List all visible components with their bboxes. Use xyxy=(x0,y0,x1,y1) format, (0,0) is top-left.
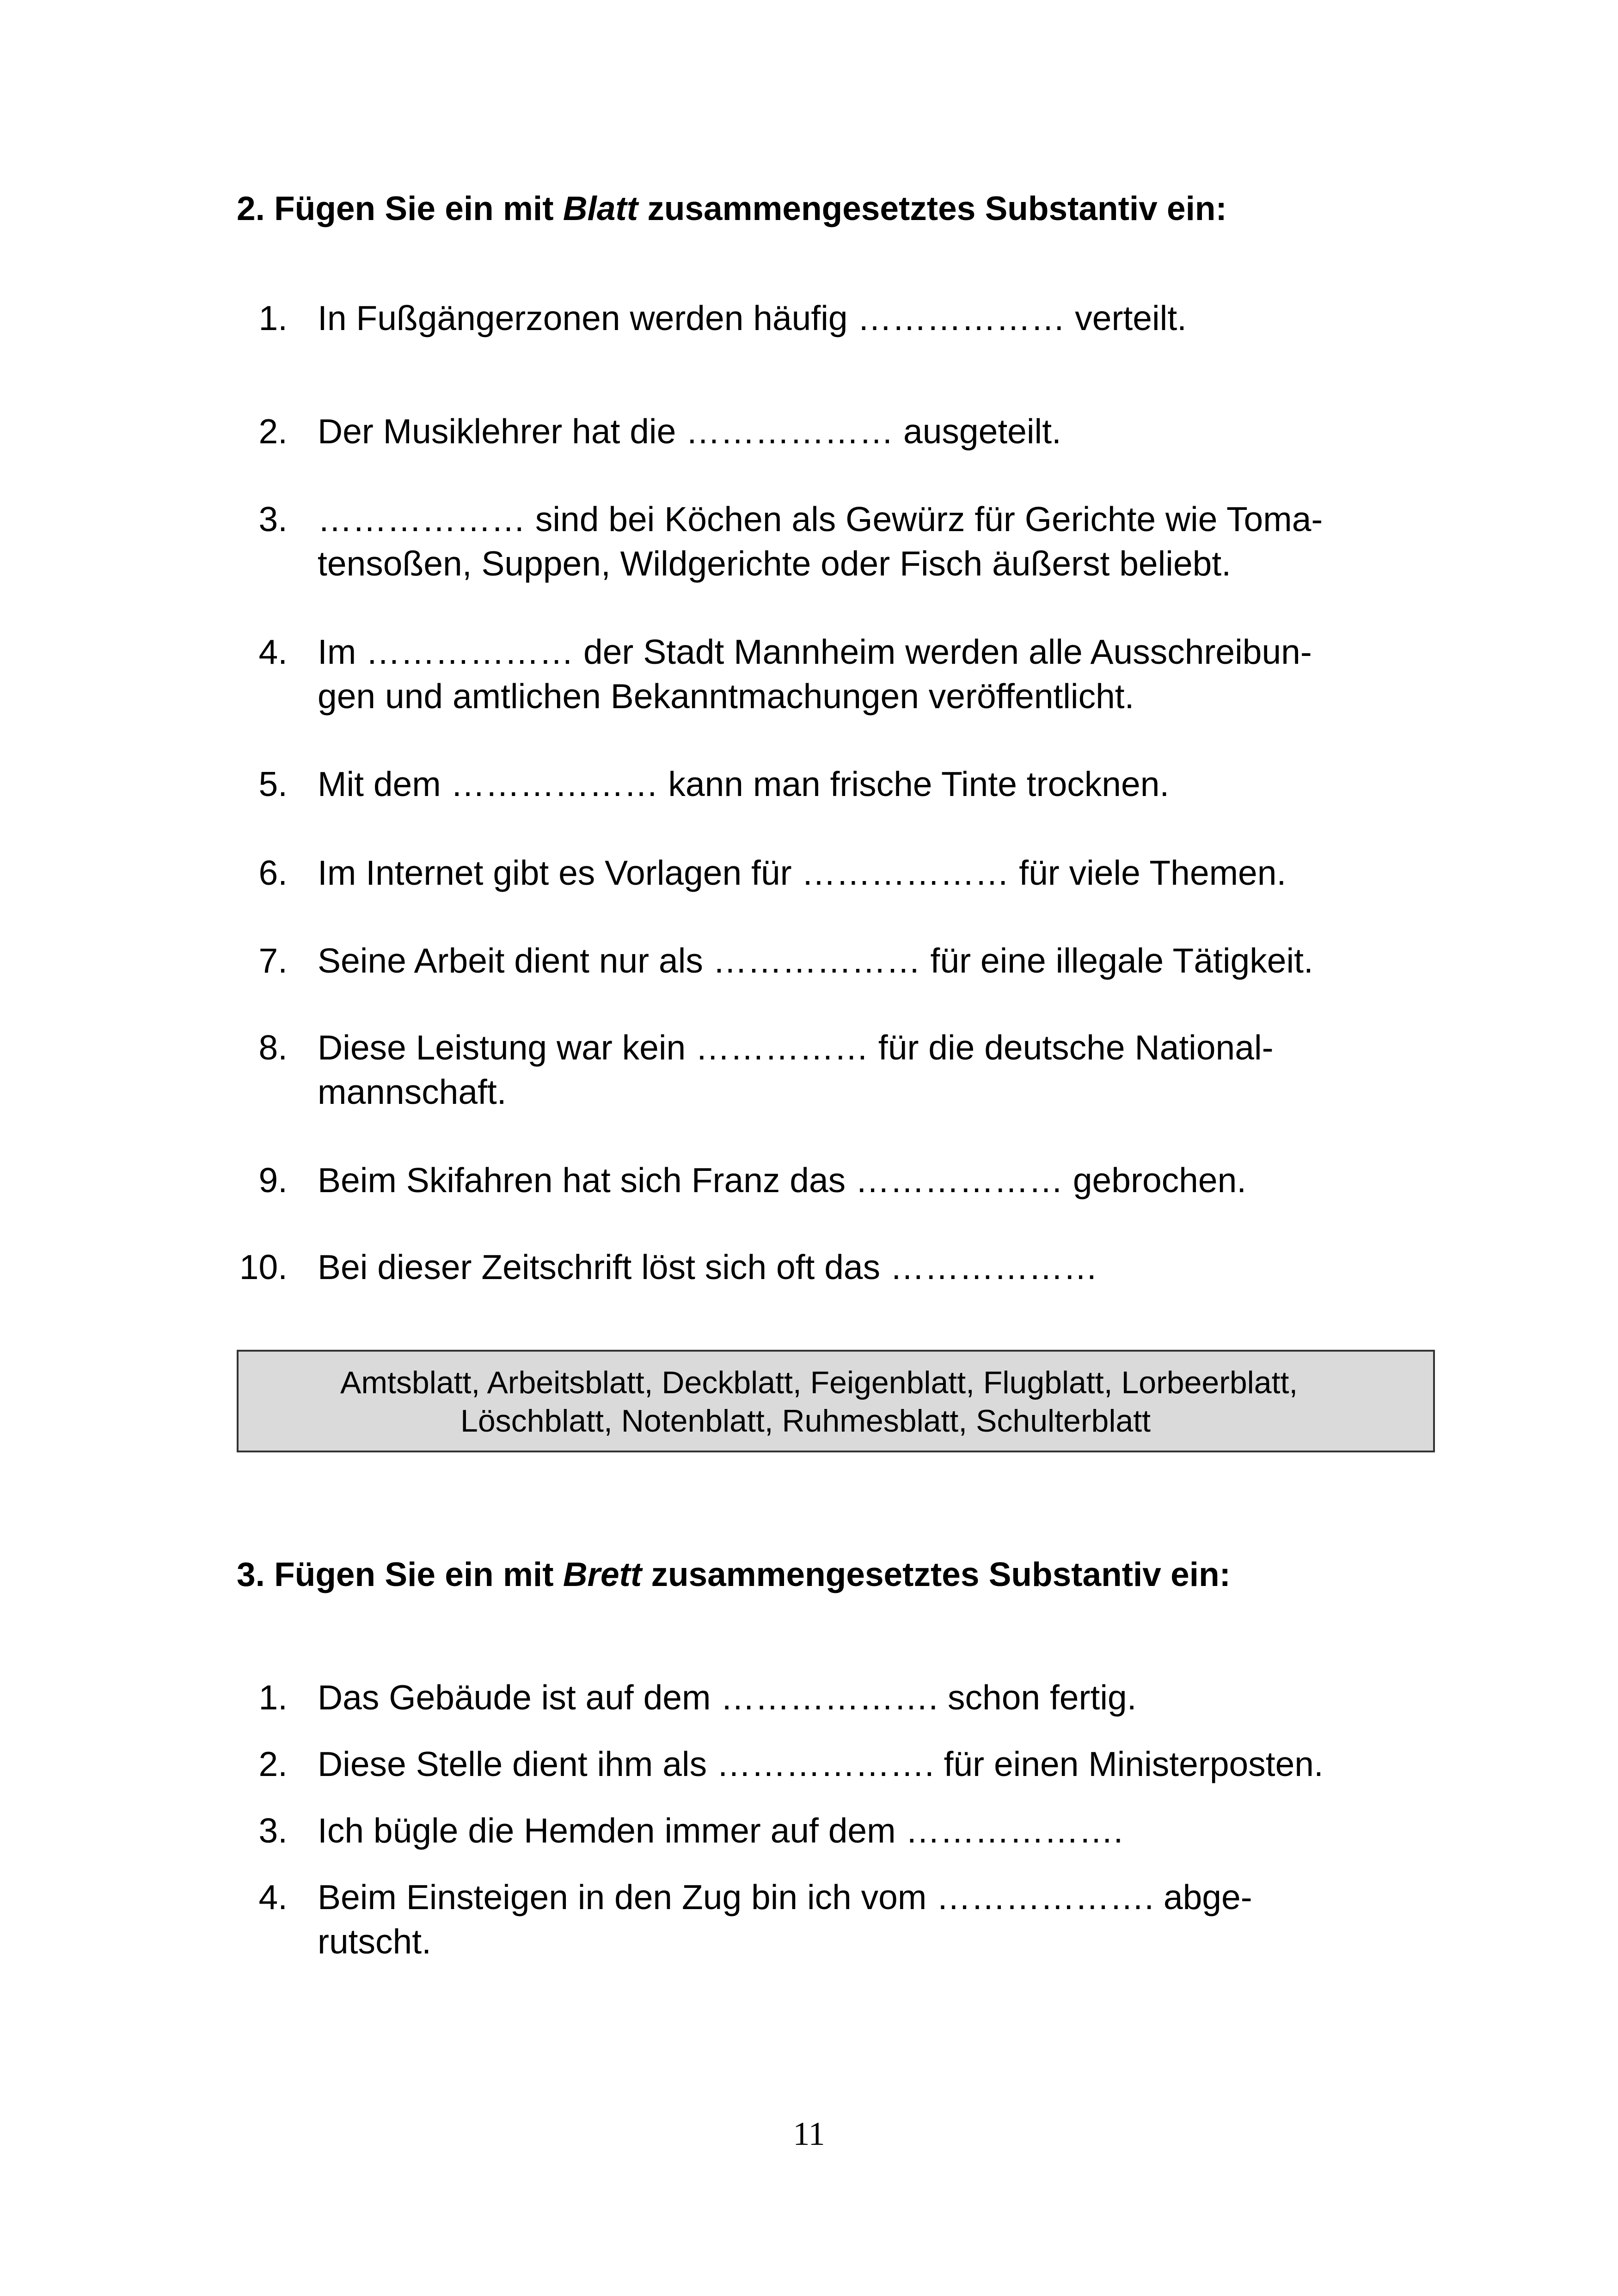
item-text: Mit dem ……………… kann man frische Tinte trocknen. xyxy=(318,765,1170,803)
section-3-heading-suffix: zusammengesetztes Substantiv ein: xyxy=(642,1556,1231,1593)
item-number: 6. xyxy=(258,853,288,892)
item-text: Bei dieser Zeitschrift löst sich oft das ……………… xyxy=(318,1248,1098,1286)
section-3-heading-keyword: Brett xyxy=(563,1556,642,1593)
item-text: Beim Skifahren hat sich Franz das ……………… gebrochen. xyxy=(318,1161,1247,1200)
item-text: Das Gebäude ist auf dem ………………. schon fertig. xyxy=(318,1678,1137,1717)
section-3-heading-prefix: 3. Fügen Sie ein mit xyxy=(237,1556,563,1593)
section-2-heading-suffix: zusammengesetztes Substantiv ein: xyxy=(638,190,1227,227)
item-text: Der Musiklehrer hat die ……………… ausgeteilt. xyxy=(318,412,1061,451)
item-number: 3. xyxy=(258,500,288,539)
item-number: 2. xyxy=(258,1745,288,1783)
item-number: 1. xyxy=(258,1678,288,1717)
item-text: ……………… sind bei Köchen als Gewürz für Gerichte wie Toma- tensoßen, Suppen, Wildgerichte oder Fisch äußerst beliebt. xyxy=(318,500,1323,583)
item-number: 9. xyxy=(258,1161,288,1200)
item-number: 8. xyxy=(258,1028,288,1067)
item-text: Beim Einsteigen in den Zug bin ich vom ………………. abge- rutscht. xyxy=(318,1878,1252,1961)
word-box-line-2: Löschblatt, Notenblatt, Ruhmesblatt, Schulterblatt xyxy=(460,1403,1151,1439)
item-number: 4. xyxy=(258,632,288,671)
item-number: 2. xyxy=(258,412,288,451)
item-number: 3. xyxy=(258,1811,288,1850)
item-number: 1. xyxy=(258,299,288,337)
item-text: Diese Stelle dient ihm als ………………. für einen Ministerposten. xyxy=(318,1745,1324,1783)
item-text: Im ……………… der Stadt Mannheim werden alle Ausschreibun- gen und amtlichen Bekanntmachungen veröffentlicht. xyxy=(318,632,1312,716)
section-3-heading xyxy=(237,1558,1231,1592)
section-2-heading-keyword: Blatt xyxy=(563,190,638,227)
page-number: 11 xyxy=(793,2115,825,2152)
item-number: 5. xyxy=(258,765,288,803)
word-box-line-1: Amtsblatt, Arbeitsblatt, Deckblatt, Feigenblatt, Flugblatt, Lorbeerblatt, xyxy=(340,1365,1298,1400)
item-number: 10. xyxy=(239,1248,288,1286)
item-number: 4. xyxy=(258,1878,288,1916)
section-2-heading-prefix: 2. Fügen Sie ein mit xyxy=(237,190,563,227)
item-number: 7. xyxy=(258,941,288,980)
item-text: Ich bügle die Hemden immer auf dem ………………. xyxy=(318,1811,1123,1850)
section-2-heading xyxy=(237,192,1227,226)
word-box xyxy=(237,1350,1435,1452)
item-text: Diese Leistung war kein …………… für die deutsche National- mannschaft. xyxy=(318,1028,1274,1111)
item-text: Seine Arbeit dient nur als ……………… für eine illegale Tätigkeit. xyxy=(318,941,1313,980)
item-text: In Fußgängerzonen werden häufig ……………… verteilt. xyxy=(318,299,1187,337)
item-text: Im Internet gibt es Vorlagen für ……………… für viele Themen. xyxy=(318,853,1287,892)
